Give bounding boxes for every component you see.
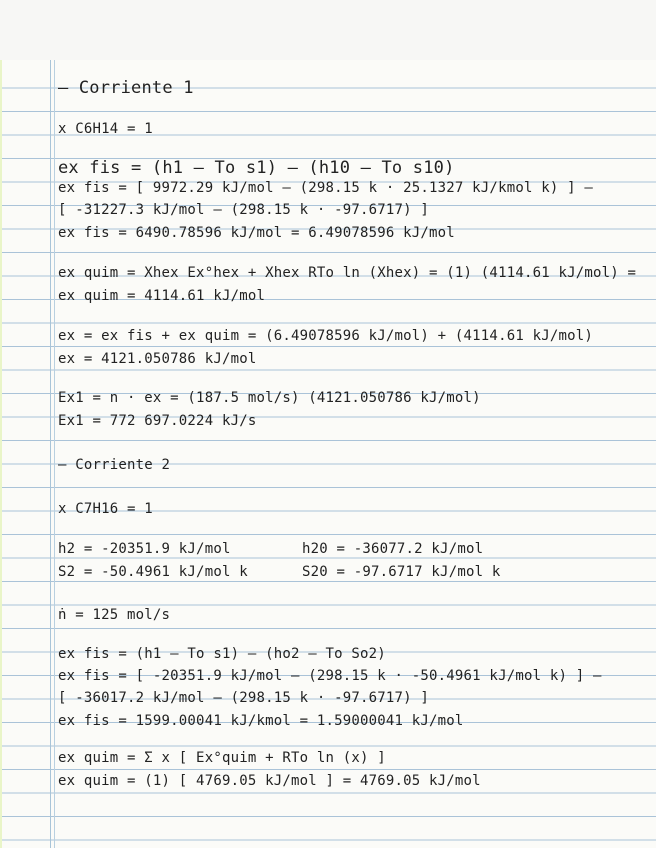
specific-exergy-sum: ex = ex fis + ex quim = (6.49078596 kJ/mol) + (4114.61 kJ/mol) (58, 328, 593, 344)
entropy-s20: S20 = -97.6717 kJ/mol k (302, 564, 501, 580)
chemical-exergy-result-2: ex quim = (1) [ 4769.05 kJ/mol ] = 4769.05 kJ/mol (58, 773, 481, 789)
entropy-s2: S2 = -50.4961 kJ/mol k (58, 564, 248, 580)
chemical-exergy-formula-2: ex quim = Σ x [ Ex°quim + RTo ln (x) ] (58, 750, 386, 766)
notebook-page (0, 60, 656, 848)
molar-flow: ṅ = 125 mol/s (58, 607, 171, 623)
section-heading-stream-1: – Corriente 1 (58, 78, 194, 98)
physical-exergy-formula-2: ex fis = (h1 – To s1) – (ho2 – To So2) (58, 646, 386, 662)
exergy-rate-formula: Ex1 = n · ex = (187.5 mol/s) (4121.050786 kJ/mol) (58, 390, 481, 406)
physical-exergy-result: ex fis = 6490.78596 kJ/mol = 6.49078596 kJ/mol (58, 225, 455, 241)
section-heading-stream-2: – Corriente 2 (58, 457, 171, 473)
margin-line (50, 60, 51, 848)
chemical-exergy-result: ex quim = 4114.61 kJ/mol (58, 288, 266, 304)
mole-fraction-c6h14: x C6H14 = 1 (58, 121, 153, 137)
margin-line (54, 60, 55, 848)
physical-exergy-substitution-2: ex fis = [ -20351.9 kJ/mol – (298.15 k · -50.4961 kJ/mol k) ] – (58, 668, 602, 684)
specific-exergy-result: ex = 4121.050786 kJ/mol (58, 351, 257, 367)
exergy-rate-result: Ex1 = 772 697.0224 kJ/s (58, 413, 257, 429)
physical-exergy-result-2: ex fis = 1599.00041 kJ/kmol = 1.59000041 kJ/mol (58, 713, 464, 729)
mole-fraction-c7h16: x C7H16 = 1 (58, 501, 153, 517)
physical-exergy-substitution-2-cont: [ -36017.2 kJ/mol – (298.15 k · -97.6717) ] (58, 690, 430, 706)
physical-exergy-substitution-cont: [ -31227.3 kJ/mol – (298.15 k · -97.6717) ] (58, 202, 430, 218)
physical-exergy-formula: ex fis = (h1 – To s1) – (h10 – To s10) (58, 158, 455, 178)
physical-exergy-substitution: ex fis = [ 9972.29 kJ/mol – (298.15 k · 25.1327 kJ/kmol k) ] – (58, 180, 593, 196)
chemical-exergy-formula: ex quim = Xhex Ex°hex + Xhex RTo ln (Xhex) = (1) (4114.61 kJ/mol) = (58, 265, 637, 281)
enthalpy-h2: h2 = -20351.9 kJ/mol (58, 541, 231, 557)
enthalpy-h20: h20 = -36077.2 kJ/mol (302, 541, 484, 557)
